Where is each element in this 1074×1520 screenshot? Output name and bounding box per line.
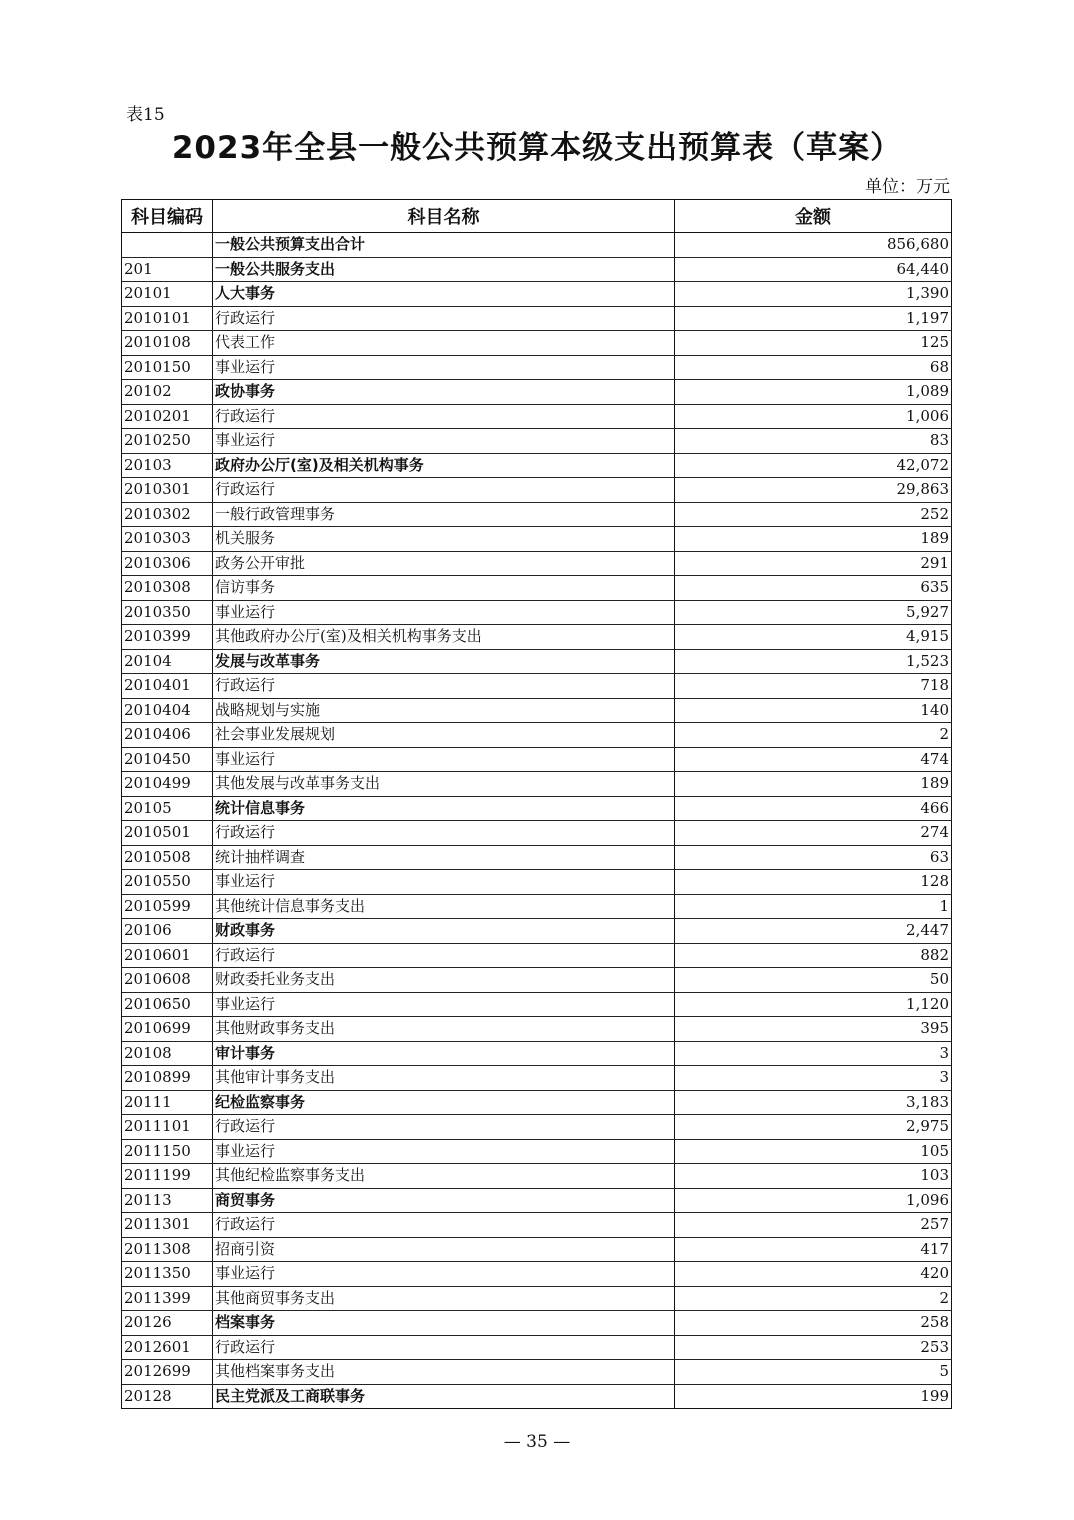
table-row [122,1384,952,1409]
row-name: 事业运行 [213,1139,675,1164]
unit-label: 单位：万元 [865,177,950,197]
row-name: 社会事业发展规划 [213,723,675,748]
table-row [122,1213,952,1238]
row-name: 代表工作 [213,331,675,356]
row-code: 2010308 [122,576,213,601]
row-name: 发展与改革事务 [213,649,675,674]
table-row [122,331,952,356]
table-row [122,1090,952,1115]
row-name: 战略规划与实施 [213,698,675,723]
row-amount: 420 [675,1262,952,1287]
row-amount: 2,447 [675,919,952,944]
row-amount: 125 [675,331,952,356]
row-name: 行政运行 [213,1335,675,1360]
row-code: 2011199 [122,1164,213,1189]
table-row [122,233,952,258]
row-amount: 2,975 [675,1115,952,1140]
table-row [122,1139,952,1164]
row-amount: 1,089 [675,380,952,405]
row-amount: 635 [675,576,952,601]
row-amount: 466 [675,796,952,821]
row-code: 20128 [122,1384,213,1409]
row-amount: 3,183 [675,1090,952,1115]
row-amount: 140 [675,698,952,723]
row-amount: 1,006 [675,404,952,429]
row-code: 201 [122,257,213,282]
row-amount: 718 [675,674,952,699]
table-row [122,1262,952,1287]
row-amount: 882 [675,943,952,968]
table-row [122,551,952,576]
table-row [122,502,952,527]
row-code: 2010301 [122,478,213,503]
row-name: 政协事务 [213,380,675,405]
row-amount: 5,927 [675,600,952,625]
row-amount: 2 [675,1286,952,1311]
row-amount: 258 [675,1311,952,1336]
row-name: 行政运行 [213,1213,675,1238]
table-row [122,429,952,454]
table-row [122,1188,952,1213]
table-row [122,1041,952,1066]
column-header-amount: 金额 [675,200,952,233]
row-amount: 252 [675,502,952,527]
table-row [122,1066,952,1091]
row-name: 民主党派及工商联事务 [213,1384,675,1409]
row-amount: 189 [675,772,952,797]
row-code: 20113 [122,1188,213,1213]
table-row [122,894,952,919]
row-amount: 64,440 [675,257,952,282]
table-row [122,919,952,944]
table-row [122,1164,952,1189]
row-amount: 3 [675,1066,952,1091]
row-name: 行政运行 [213,1115,675,1140]
table-row [122,380,952,405]
row-code: 2010399 [122,625,213,650]
table-row [122,870,952,895]
row-name: 档案事务 [213,1311,675,1336]
row-amount: 1,197 [675,306,952,331]
row-code: 20111 [122,1090,213,1115]
row-code: 20105 [122,796,213,821]
table-row [122,257,952,282]
row-code: 2011150 [122,1139,213,1164]
column-header-code: 科目编码 [122,200,213,233]
row-code: 20102 [122,380,213,405]
budget-table [121,199,952,1409]
row-code: 2010101 [122,306,213,331]
row-amount: 128 [675,870,952,895]
row-code: 2012601 [122,1335,213,1360]
row-name: 一般公共服务支出 [213,257,675,282]
row-code: 2010150 [122,355,213,380]
row-code: 2010508 [122,845,213,870]
row-name: 事业运行 [213,355,675,380]
row-name: 行政运行 [213,478,675,503]
row-name: 政务公开审批 [213,551,675,576]
row-amount: 856,680 [675,233,952,258]
row-code [122,233,213,258]
row-code: 2010303 [122,527,213,552]
row-name: 事业运行 [213,600,675,625]
row-code: 2012699 [122,1360,213,1385]
row-name: 其他纪检监察事务支出 [213,1164,675,1189]
row-name: 机关服务 [213,527,675,552]
row-amount: 1,120 [675,992,952,1017]
row-code: 2010699 [122,1017,213,1042]
row-amount: 63 [675,845,952,870]
row-amount: 103 [675,1164,952,1189]
table-row [122,968,952,993]
row-name: 招商引资 [213,1237,675,1262]
table-row [122,282,952,307]
header-row [122,200,952,233]
table-row [122,625,952,650]
row-code: 20126 [122,1311,213,1336]
table-number: 表15 [126,105,165,125]
table-row [122,821,952,846]
row-name: 审计事务 [213,1041,675,1066]
row-code: 2010406 [122,723,213,748]
page-number: — 35 — [503,1432,571,1452]
table-row [122,649,952,674]
row-name: 政府办公厅(室)及相关机构事务 [213,453,675,478]
table-row [122,600,952,625]
row-amount: 2 [675,723,952,748]
row-amount: 50 [675,968,952,993]
row-code: 2010404 [122,698,213,723]
row-name: 财政事务 [213,919,675,944]
row-name: 其他商贸事务支出 [213,1286,675,1311]
row-amount: 253 [675,1335,952,1360]
row-name: 纪检监察事务 [213,1090,675,1115]
row-amount: 68 [675,355,952,380]
row-amount: 42,072 [675,453,952,478]
row-name: 统计信息事务 [213,796,675,821]
row-code: 20104 [122,649,213,674]
row-amount: 5 [675,1360,952,1385]
row-amount: 257 [675,1213,952,1238]
row-amount: 1,096 [675,1188,952,1213]
row-code: 2010599 [122,894,213,919]
row-code: 2010401 [122,674,213,699]
row-code: 2010499 [122,772,213,797]
row-code: 2010201 [122,404,213,429]
table-row [122,576,952,601]
row-name: 财政委托业务支出 [213,968,675,993]
row-name: 其他档案事务支出 [213,1360,675,1385]
row-name: 事业运行 [213,1262,675,1287]
row-code: 2010250 [122,429,213,454]
row-amount: 291 [675,551,952,576]
row-code: 2010550 [122,870,213,895]
row-amount: 29,863 [675,478,952,503]
row-amount: 1 [675,894,952,919]
row-code: 2010899 [122,1066,213,1091]
table-row [122,1360,952,1385]
row-amount: 199 [675,1384,952,1409]
table-row [122,723,952,748]
row-name: 一般行政管理事务 [213,502,675,527]
row-name: 行政运行 [213,404,675,429]
row-code: 2010302 [122,502,213,527]
table-row [122,845,952,870]
row-amount: 274 [675,821,952,846]
table-body [122,233,952,1409]
table-row [122,1335,952,1360]
row-name: 商贸事务 [213,1188,675,1213]
row-code: 2011308 [122,1237,213,1262]
table-row [122,404,952,429]
table-row [122,747,952,772]
row-code: 2010650 [122,992,213,1017]
row-name: 一般公共预算支出合计 [213,233,675,258]
row-name: 行政运行 [213,674,675,699]
row-name: 其他财政事务支出 [213,1017,675,1042]
row-name: 信访事务 [213,576,675,601]
column-header-name: 科目名称 [213,200,675,233]
table-row [122,698,952,723]
row-code: 20103 [122,453,213,478]
table-row [122,674,952,699]
row-name: 其他政府办公厅(室)及相关机构事务支出 [213,625,675,650]
row-name: 统计抽样调查 [213,845,675,870]
row-code: 2010306 [122,551,213,576]
row-code: 2010608 [122,968,213,993]
table-row [122,1115,952,1140]
table-row [122,1237,952,1262]
row-name: 其他审计事务支出 [213,1066,675,1091]
row-code: 20108 [122,1041,213,1066]
table-row [122,1017,952,1042]
row-code: 2010108 [122,331,213,356]
row-code: 2011101 [122,1115,213,1140]
row-name: 事业运行 [213,747,675,772]
table-row [122,1286,952,1311]
row-amount: 417 [675,1237,952,1262]
row-name: 其他统计信息事务支出 [213,894,675,919]
row-amount: 1,390 [675,282,952,307]
row-name: 事业运行 [213,429,675,454]
row-name: 事业运行 [213,870,675,895]
row-amount: 1,523 [675,649,952,674]
row-name: 行政运行 [213,821,675,846]
table-row [122,1311,952,1336]
row-amount: 474 [675,747,952,772]
row-name: 其他发展与改革事务支出 [213,772,675,797]
table-row [122,772,952,797]
row-name: 行政运行 [213,306,675,331]
row-amount: 189 [675,527,952,552]
row-code: 2011350 [122,1262,213,1287]
row-amount: 3 [675,1041,952,1066]
row-amount: 4,915 [675,625,952,650]
page-title: 2023年全县一般公共预算本级支出预算表（草案） [171,130,903,166]
table-row [122,796,952,821]
row-name: 行政运行 [213,943,675,968]
row-amount: 105 [675,1139,952,1164]
row-code: 2010601 [122,943,213,968]
table-row [122,453,952,478]
table-row [122,355,952,380]
table-row [122,306,952,331]
table-row [122,527,952,552]
row-code: 2010501 [122,821,213,846]
row-code: 20106 [122,919,213,944]
row-name: 事业运行 [213,992,675,1017]
table-row [122,943,952,968]
row-name: 人大事务 [213,282,675,307]
row-code: 2010350 [122,600,213,625]
table-row [122,992,952,1017]
row-amount: 83 [675,429,952,454]
row-code: 2011301 [122,1213,213,1238]
table-header [122,200,952,233]
row-code: 2010450 [122,747,213,772]
row-amount: 395 [675,1017,952,1042]
table-row [122,478,952,503]
row-code: 20101 [122,282,213,307]
row-code: 2011399 [122,1286,213,1311]
